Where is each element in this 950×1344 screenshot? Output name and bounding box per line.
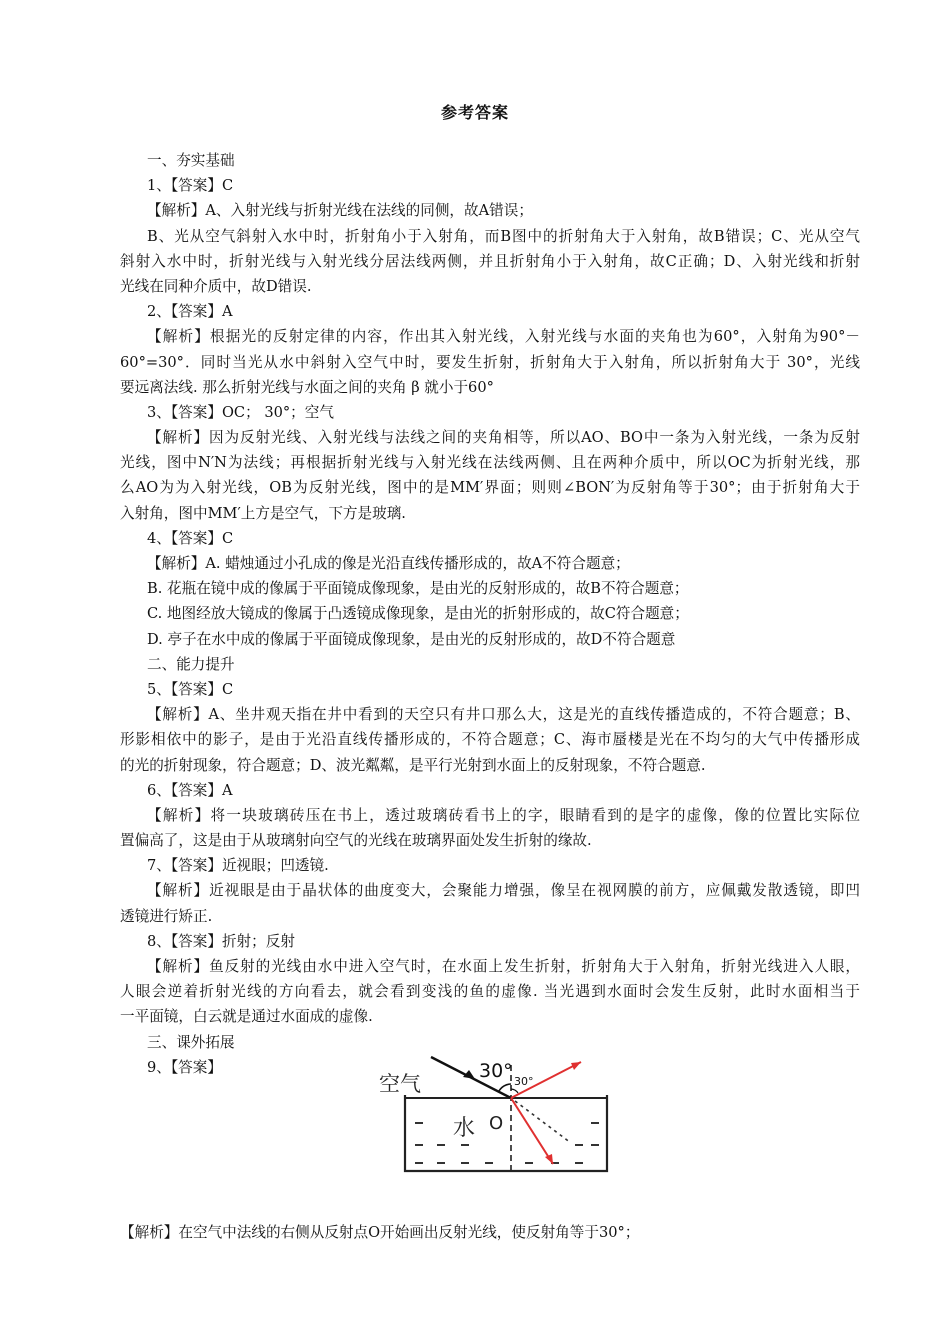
- text-line: 置偏高了，这是由于从玻璃射向空气的光线在玻璃界面处发生折射的缘故.: [120, 832, 592, 850]
- refracted-arrowhead: [545, 1154, 553, 1164]
- text-line: 1、【答案】C: [147, 177, 234, 195]
- air-label: 空气: [379, 1072, 421, 1096]
- angle-label-large: 30°: [479, 1060, 513, 1082]
- text-line: 8、【答案】折射；反射: [147, 932, 295, 950]
- text-line: 光线，图中N′N为法线；再根据折射光线与入射光线在法线两侧、且在两种介质中，所以OC为折射光线，那: [120, 454, 860, 472]
- text-line: 【解析】因为反射光线、入射光线与法线之间的夹角相等，所以AO、BO中一条为入射光线，一条为反射: [147, 429, 860, 447]
- text-line: 3、【答案】OC； 30°；空气: [147, 403, 334, 421]
- text-line: 光线在同种介质中，故D错误.: [120, 277, 312, 295]
- text-line: 【解析】将一块玻璃砖压在书上，透过玻璃砖看书上的字，眼睛看到的是字的虚像，像的位置比实际位: [147, 806, 860, 824]
- water-container: [405, 1095, 607, 1171]
- water-hatching: [415, 1123, 599, 1163]
- text-line: 7、【答案】近视眼；凹透镜.: [147, 857, 329, 875]
- text-line: 【解析】A、入射光线与折射光线在法线的同侧，故A错误；: [147, 202, 533, 220]
- text-line: 形影相依中的影子，是由于光沿直线传播形成的，不符合题意；C、海市蜃楼是光在不均匀的大气中传播形成: [120, 731, 860, 749]
- text-line: B、光从空气斜射入水中时，折射角小于入射角，而B图中的折射角大于入射角，故B错误；C、光从空气: [147, 227, 860, 245]
- text-line: 一平面镜，白云就是通过水面成的虚像.: [120, 1008, 373, 1026]
- angle-label-small: 30°: [514, 1075, 534, 1088]
- text-line: 4、【答案】C: [147, 529, 234, 547]
- page-title: 参考答案: [440, 103, 509, 122]
- text-line: 么AO为为入射光线，OB为反射光线，图中的是MM′界面；则则∠BON′为反射角等于30°；由于折射角大于: [120, 479, 860, 497]
- angle-arc-small: [511, 1089, 518, 1093]
- text-line: 【解析】A、坐井观天指在井中看到的天空只有井口那么大，这是光的直线传播造成的，不符合题意；B、: [147, 706, 860, 724]
- reflected-arrowhead: [571, 1062, 581, 1070]
- optics-figure: [375, 1053, 615, 1198]
- text-line: 人眼会逆着折射光线的方向看去，就会看到变浅的鱼的虚像. 当光遇到水面时会发生反射，此时水面相当于: [120, 983, 860, 1001]
- water-label: 水: [453, 1116, 476, 1141]
- text-line: 要远离法线. 那么折射光线与水面之间的夹角 β 就小于60°: [120, 378, 494, 396]
- text-line: 入射角，图中MM′上方是空气，下方是玻璃.: [120, 504, 406, 522]
- point-o-label: O: [489, 1113, 504, 1134]
- text-line: 9、【答案】: [147, 1058, 222, 1076]
- text-line: 的光的折射现象，符合题意；D、波光粼粼，是平行光射到水面上的反射现象，不符合题意.: [120, 756, 706, 774]
- refracted-ray: [511, 1098, 553, 1164]
- text-line: C. 地图经放大镜成的像属于凸透镜成像现象，是由光的折射形成的，故C符合题意；: [147, 605, 689, 623]
- text-line: 【解析】鱼反射的光线由水中进入空气时，在水面上发生折射，折射角大于入射角，折射光线进入人眼，: [147, 958, 860, 975]
- last-explanation-line: 【解析】在空气中法线的右侧从反射点O开始画出反射光线，使反射角等于30°；: [120, 1224, 640, 1241]
- text-line: B. 花瓶在镜中成的像属于平面镜成像现象，是由光的反射形成的，故B不符合题意；: [147, 580, 689, 598]
- text-line: 【解析】近视眼是由于晶状体的曲度变大，会聚能力增强，像呈在视网膜的前方，应佩戴发散透镜，即凹: [147, 882, 860, 900]
- text-line: 【解析】A. 蜡烛通过小孔成的像是光沿直线传播形成的，故A不符合题意；: [147, 555, 630, 572]
- text-line: 透镜进行矫正.: [120, 907, 213, 925]
- text-line: D. 亭子在水中成的像属于平面镜成像现象，是由光的反射形成的，故D不符合题意: [147, 630, 676, 648]
- angle-arc: [499, 1084, 511, 1091]
- text-line: 【解析】根据光的反射定律的内容，作出其入射光线，入射光线与水面的夹角也为60°，入射角为90°－: [147, 328, 860, 346]
- text-line: 2、【答案】A: [147, 303, 233, 321]
- text-line: 5、【答案】C: [147, 680, 234, 698]
- refraction-reflection-diagram: [375, 1053, 615, 1198]
- text-line: 6、【答案】A: [147, 781, 233, 799]
- text-line: 60°=30°．同时当光从水中斜射入空气中时，要发生折射，折射角大于入射角，所以折射角大于 30°，光线: [120, 353, 860, 371]
- text-line: 一、夯实基础: [147, 152, 235, 169]
- text-line: 斜射入水中时，折射光线与入射光线分居法线两侧，并且折射角小于入射角，故C正确；D、入射光线和折射: [120, 252, 860, 270]
- answer-body: [120, 148, 860, 1080]
- text-line: 三、课外拓展: [147, 1033, 235, 1051]
- dotted-extension: [515, 1101, 571, 1143]
- text-line: 二、能力提升: [147, 655, 235, 673]
